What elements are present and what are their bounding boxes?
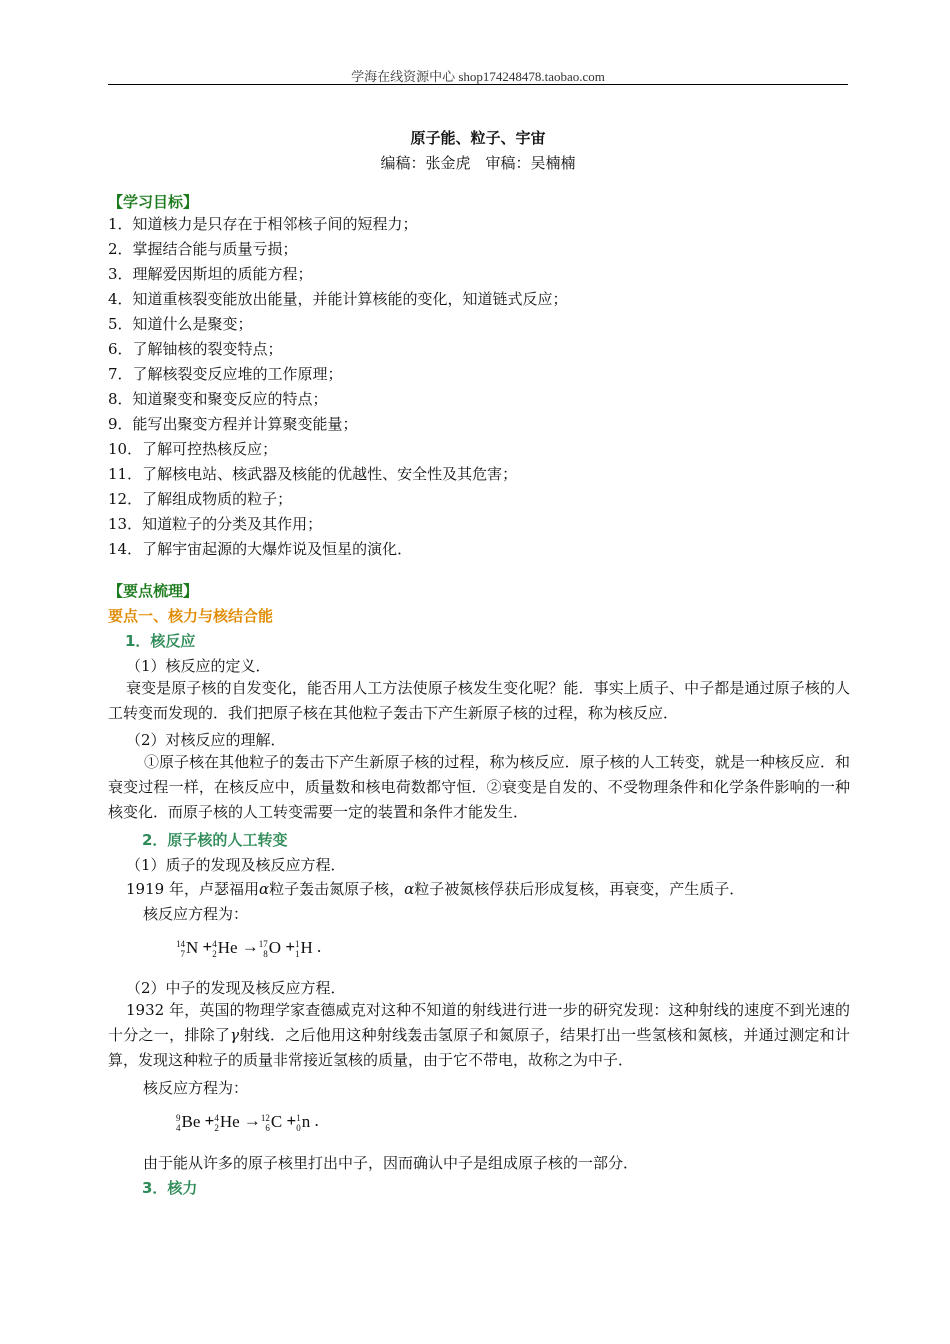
goal-item: 4．知道重核裂变能放出能量，并能计算核能的变化，知道链式反应；	[108, 290, 568, 308]
nuclide-be9: 9 4 Be	[176, 1111, 201, 1133]
sub2-paragraph-2: 1932 年，英国的物理学家查德威克对这种不知道的射线进行进一步的研究发现：这种射线的速度不到光速的十分之一，排除了γ射线．之后他用这种射线轰击氢原子和氮原子，结果打出一些氢核和氮核，并通过测定和计算，发现这种粒子的质量非常接近氢核的质量，由于它不带电，故称之为中子．	[108, 1001, 850, 1069]
sub2-q1: （1）质子的发现及核反应方程．	[126, 856, 346, 874]
goal-item: 13．知道粒子的分类及其作用；	[108, 515, 323, 533]
plus-sign: +	[285, 937, 296, 956]
arrow-symbol: →	[241, 937, 259, 956]
equation-neutron-discovery	[176, 1111, 319, 1133]
nuclide-he4: 4 2 He	[214, 1111, 240, 1133]
plus-sign: +	[202, 937, 213, 956]
plus-sign: +	[286, 1111, 297, 1130]
sub3-heading: 3．核力	[142, 1179, 198, 1197]
nuclide-o17: 17 8 O	[258, 937, 282, 959]
document-title: 原子能、粒子、宇宙	[410, 129, 546, 147]
sub1-q2: （2）对核反应的理解．	[126, 731, 286, 749]
alpha-symbol: α	[404, 880, 415, 898]
nuclide-he4: 4 2 He	[212, 937, 238, 959]
point1-heading: 要点一、核力与核结合能	[108, 607, 274, 625]
sub1-paragraph-1: 衰变是原子核的自发变化，能否用人工方法使原子核发生变化呢？能．事实上质子、中子都是通过原子核的人工转变而发现的．我们把原子核在其他粒子轰击下产生新原子核的过程，称为核反应．	[108, 679, 850, 722]
goal-item: 6．了解铀核的裂变特点；	[108, 340, 283, 358]
header-divider	[108, 84, 848, 85]
alpha-symbol: α	[258, 880, 270, 898]
sub2-paragraph-1	[126, 878, 871, 899]
sub1-heading: 1．核反应	[125, 632, 196, 650]
period: .	[314, 1111, 319, 1130]
page-header: 学海在线资源中心 shop174248478.taobao.com	[351, 69, 605, 84]
goal-item: 7．了解核裂变反应堆的工作原理；	[108, 365, 343, 383]
points-heading: 【要点梳理】	[108, 582, 199, 600]
goal-item: 11．了解核电站、核武器及核能的优越性、安全性及其危害；	[108, 465, 518, 483]
gamma-symbol: γ	[230, 1026, 240, 1044]
nuclide-h1: 1 1 H	[295, 937, 313, 959]
sub1-paragraph-2: ①原子核在其他粒子的轰击下产生新原子核的过程，称为核反应．原子核的人工转变，就是一种核反应．和衰变过程一样，在核反应中，质量数和核电荷数都守恒．②衰变是自发的、不受物理条件和化学条件影响的一种核变化．而原子核的人工转变需要一定的装置和条件才能发生．	[108, 753, 850, 821]
nuclide-c12: 12 6 C	[260, 1111, 283, 1133]
goal-item: 9．能写出聚变方程并计算聚变能量；	[108, 415, 358, 433]
goal-item: 2．掌握结合能与质量亏损；	[108, 240, 298, 258]
nuclide-n14: 14 7 N	[176, 937, 199, 959]
document-authors: 编稿：张金虎 审稿：吴楠楠	[380, 154, 576, 172]
goal-item: 10．了解可控热核反应；	[108, 440, 278, 458]
goal-item: 1．知道核力是只存在于相邻核子间的短程力；	[108, 215, 418, 233]
goal-item: 8．知道聚变和聚变反应的特点；	[108, 390, 328, 408]
period: .	[317, 937, 322, 956]
equation-proton-discovery	[176, 937, 321, 959]
eq-label-2: 核反应方程为：	[143, 1079, 249, 1097]
goal-item: 5．知道什么是聚变；	[108, 315, 253, 333]
sub2-p1-part-c: 粒子被氮核俘获后形成复核，再衰变，产生质子．	[414, 880, 745, 898]
sub2-p1-part-b: 粒子轰击氮原子核，	[269, 880, 405, 898]
plus-sign: +	[204, 1111, 215, 1130]
arrow-symbol: →	[243, 1111, 261, 1130]
goal-item: 12．了解组成物质的粒子；	[108, 490, 293, 508]
eq-label-1: 核反应方程为：	[143, 905, 249, 923]
sub2-p1-part-a: 1919 年，卢瑟福用	[126, 880, 259, 898]
sub2-paragraph-3: 由于能从许多的原子核里打出中子，因而确认中子是组成原子核的一部分．	[143, 1154, 639, 1172]
goals-heading: 【学习目标】	[108, 193, 199, 211]
sub1-q1: （1）核反应的定义．	[126, 657, 271, 675]
nuclide-n1: 1 0 n	[296, 1111, 311, 1133]
goal-item: 3．理解爱因斯坦的质能方程；	[108, 265, 313, 283]
sub2-q2: （2）中子的发现及核反应方程．	[126, 979, 346, 997]
goal-item: 14．了解宇宙起源的大爆炸说及恒星的演化．	[108, 540, 413, 558]
sub2-heading: 2．原子核的人工转变	[142, 831, 288, 849]
